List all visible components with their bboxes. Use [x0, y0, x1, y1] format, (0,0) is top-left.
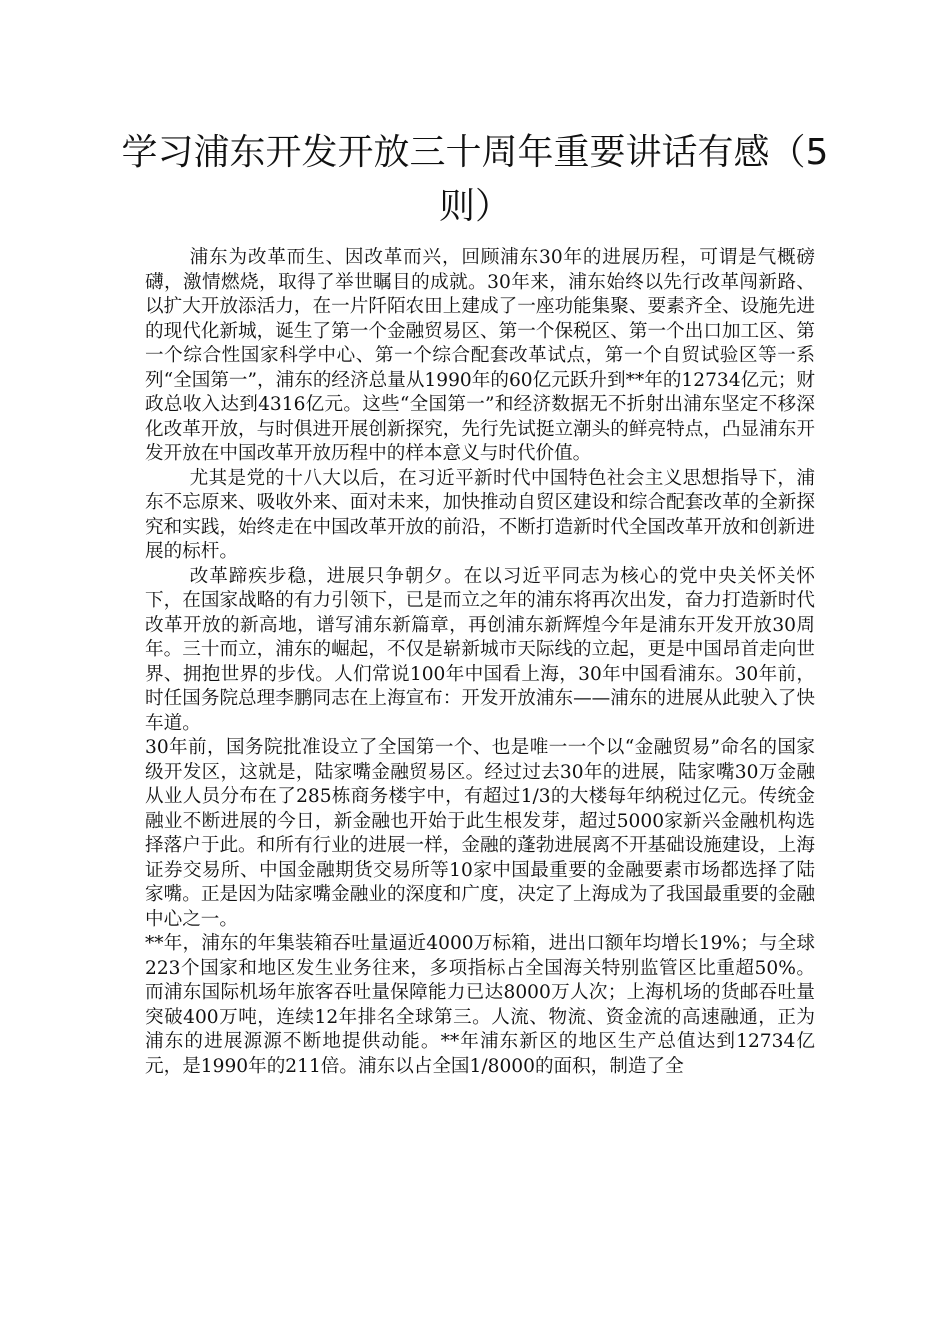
paragraph-5: **年，浦东的年集装箱吞吐量逼近4000万标箱，进出口额年均增长19%；与全球223个国家和地区发生业务往来，多项指标占全国海关特别监管区比重超50%。而浦东国际机场年旅客吞吐量保障能力已达8000万人次；上海机场的货邮吞吐量突破400万吨，连续12年排名全球第三。人流、物流、资金流的高速融通，正为浦东的进展源源不断地提供动能。**年浦东新区的地区生产总值达到12734亿元，是1990年的211倍。浦东以占全国1/8000的面积，制造了全: [145, 933, 815, 1077]
paragraph-4: 30年前，国务院批准设立了全国第一个、也是唯一一个以“金融贸易”命名的国家级开发区，这就是，陆家嘴金融贸易区。经过过去30年的进展，陆家嘴30万金融从业人员分布在了285栋商务楼宇中，有超过1/3的大楼每年纳税过亿元。传统金融业不断进展的今日，新金融也开始于此生根发芽，超过5000家新兴金融机构选择落户于此。和所有行业的进展一样，金融的蓬勃进展离不开基础设施建设，上海证券交易所、中国金融期货交易所等10家中国最重要的金融要素市场都选择了陆家嘴。正是因为陆家嘴金融业的深度和广度，决定了上海成为了我国最重要的金融中心之一。: [145, 737, 815, 930]
paragraph-3: 改革蹄疾步稳，进展只争朝夕。在以习近平同志为核心的党中央关怀关怀下，在国家战略的有力引领下，已是而立之年的浦东将再次出发，奋力打造新时代改革开放的新高地，谱写浦东新篇章，再创浦东新辉煌今年是浦东开发开放30周年。三十而立，浦东的崛起，不仅是崭新城市天际线的立起，更是中国昂首走向世界、拥抱世界的步伐。人们常说100年中国看上海，30年中国看浦东。30年前，时任国务院总理李鹏同志在上海宣布：开发开放浦东——浦东的进展从此驶入了快车道。: [145, 565, 815, 734]
paragraph-1: 浦东为改革而生、因改革而兴，回顾浦东30年的进展历程，可谓是气概磅礴，激情燃烧，取得了举世瞩目的成就。30年来，浦东始终以先行改革闯新路、以扩大开放添活力，在一片阡陌农田上建成了一座功能集聚、要素齐全、设施先进的现代化新城，诞生了第一个金融贸易区、第一个保税区、第一个出口加工区、第一个综合性国家科学中心、第一个综合配套改革试点，第一个自贸试验区等一系列“全国第一”，浦东的经济总量从1990年的60亿元跃升到**年的12734亿元；财政总收入达到4316亿元。这些“全国第一”和经济数据无不折射出浦东坚定不移深化改革开放，与时俱进开展创新探究，先行先试挺立潮头的鲜亮特点，凸显浦东开发开放在中国改革开放历程中的样本意义与时代价值。: [145, 247, 815, 464]
document-title: 学习浦东开发开放三十周年重要讲话有感（5则）: [121, 132, 829, 227]
document-body: [145, 246, 815, 1079]
paragraph-2: 尤其是党的十八大以后，在习近平新时代中国特色社会主义思想指导下，浦东不忘原来、吸收外来、面对未来，加快推动自贸区建设和综合配套改革的全新探究和实践，始终走在中国改革开放的前沿，不断打造新时代全国改革开放和创新进展的标杆。: [145, 467, 815, 562]
